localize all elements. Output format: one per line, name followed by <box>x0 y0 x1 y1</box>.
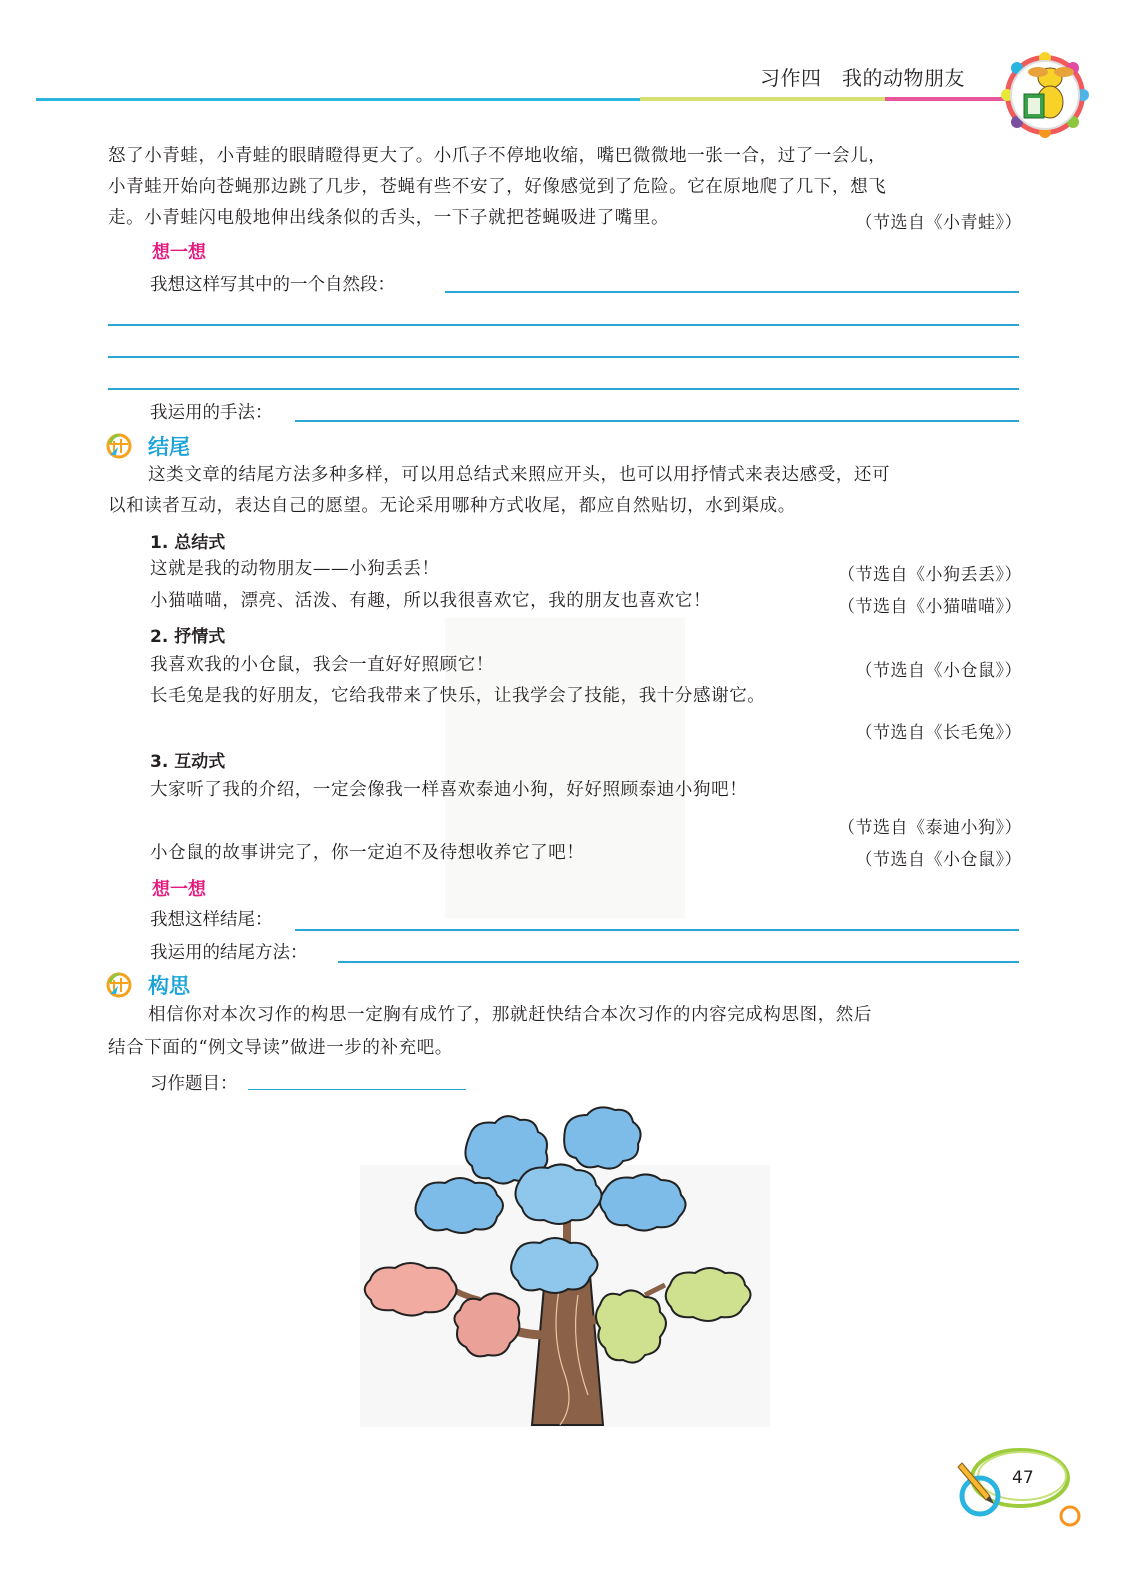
paragraph-answer-line-1[interactable] <box>445 291 1019 293</box>
passage-line: 小青蛙开始向苍蝇那边跳了几步，苍蝇有些不安了，好像感觉到了危险。它在原地爬了几下，想飞 <box>108 177 887 197</box>
ending-prompt-label: 我想这样结尾： <box>150 910 273 930</box>
chapter-title: 习作四 我的动物朋友 <box>760 66 965 90</box>
header-rule-pink <box>885 97 1010 101</box>
passage-line: 怒了小青蛙，小青蛙的眼睛瞪得更大了。小爪子不停地收缩，嘴巴微微地一张一合，过了一会儿， <box>108 146 887 166</box>
example-source: （节选自《长毛兔》） <box>855 723 1022 743</box>
method-title: 1. 总结式 <box>150 533 226 553</box>
example-text: 大家听了我的介绍，一定会像我一样喜欢泰迪小狗，好好照顾泰迪小狗吧！ <box>150 780 748 800</box>
section-heading-ending: 结尾 <box>148 435 190 459</box>
passage-line: 走。小青蛙闪电般地伸出线条似的舌头，一下子就把苍蝇吸进了嘴里。 <box>108 208 670 228</box>
plan-intro-line: 结合下面的“例文导读”做进一步的补充吧。 <box>108 1038 453 1058</box>
method-title: 2. 抒情式 <box>150 627 226 647</box>
example-source: （节选自《小仓鼠》） <box>855 850 1022 870</box>
example-text: 我喜欢我的小仓鼠，我会一直好好照顾它！ <box>150 655 494 675</box>
example-source: （节选自《小狗丢丢》） <box>838 565 1022 585</box>
dog-reading-mascot-icon <box>1000 50 1090 140</box>
section-heading-plan: 构思 <box>148 974 190 998</box>
ending-answer-line[interactable] <box>295 929 1019 931</box>
ending-intro-line: 以和读者互动，表达自己的愿望。无论采用哪种方式收尾，都应自然贴切，水到渠成。 <box>108 496 796 516</box>
passage-source: （节选自《小青蛙》） <box>855 213 1022 233</box>
paragraph-answer-line-2[interactable] <box>108 324 1019 326</box>
technique-prompt-label: 我运用的手法： <box>150 403 273 423</box>
example-text: 小猫喵喵，漂亮、活泼、有趣，所以我很喜欢它，我的朋友也喜欢它！ <box>150 591 712 611</box>
ending-method-answer-line[interactable] <box>338 961 1019 963</box>
mind-map-tree <box>360 1095 770 1430</box>
example-text: 小仓鼠的故事讲完了，你一定迫不及待想收养它了吧！ <box>150 843 585 863</box>
example-source: （节选自《泰迪小狗》） <box>838 818 1022 838</box>
example-source: （节选自《小仓鼠》） <box>855 661 1022 681</box>
example-source: （节选自《小猫喵喵》） <box>838 597 1022 617</box>
page-number: 47 <box>1012 1468 1034 1488</box>
example-text: 这就是我的动物朋友——小狗丢丢！ <box>150 559 440 579</box>
think-heading: 想一想 <box>152 879 206 900</box>
think-heading: 想一想 <box>152 242 206 263</box>
paragraph-prompt-label: 我想这样写其中的一个自然段： <box>150 275 395 295</box>
section-marker-icon <box>106 433 132 459</box>
paragraph-answer-line-4[interactable] <box>108 388 1019 390</box>
example-text: 长毛兔是我的好朋友，它给我带来了快乐，让我学会了技能，我十分感谢它。 <box>150 686 766 706</box>
header-rule-cyan <box>36 98 640 101</box>
paragraph-answer-line-3[interactable] <box>108 356 1019 358</box>
essay-title-answer-line[interactable] <box>248 1089 466 1090</box>
plan-intro-line: 相信你对本次习作的构思一定胸有成竹了，那就赶快结合本次习作的内容完成构思图，然后 <box>148 1005 872 1025</box>
method-title: 3. 互动式 <box>150 752 226 772</box>
section-marker-icon <box>106 972 132 998</box>
header-rule-yellow <box>640 97 890 101</box>
ending-method-prompt-label: 我运用的结尾方法： <box>150 943 308 963</box>
ending-intro-line: 这类文章的结尾方法多种多样，可以用总结式来照应开头，也可以用抒情式来表达感受，还可 <box>148 465 891 485</box>
essay-title-prompt-label: 习作题目： <box>150 1074 238 1094</box>
technique-answer-line[interactable] <box>295 420 1019 422</box>
